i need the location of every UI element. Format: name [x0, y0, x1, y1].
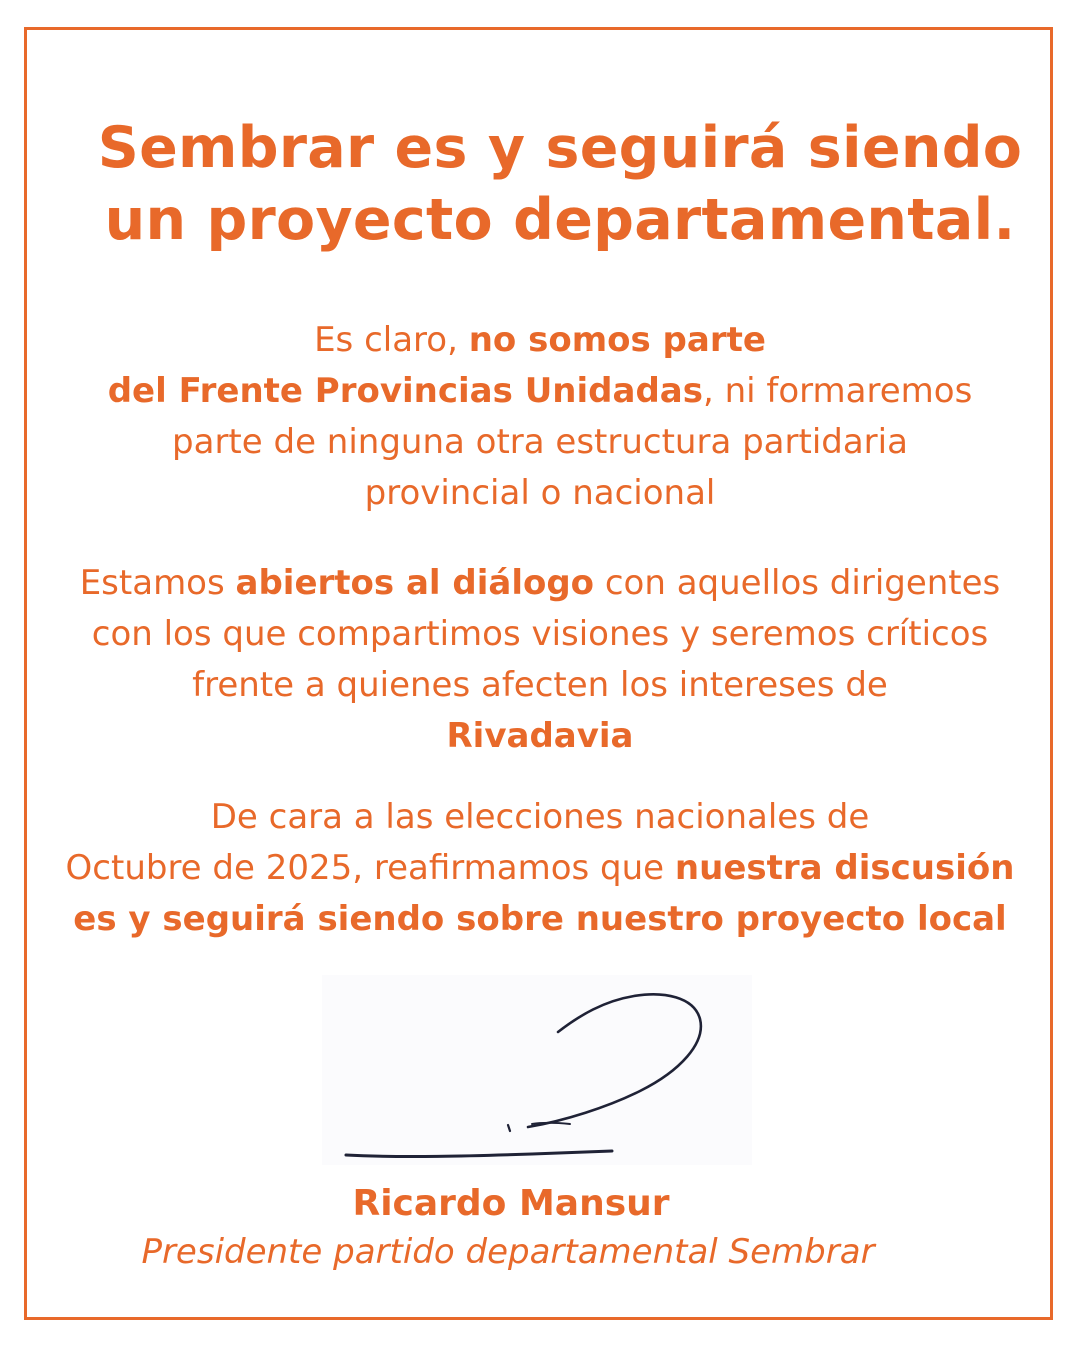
- handwritten-signature: [322, 975, 752, 1165]
- text-segment: Es claro,: [314, 320, 469, 360]
- paragraph-1-line-4: provincial o nacional: [364, 473, 716, 513]
- paragraph-not-part-of-front: [34, 315, 1046, 519]
- signature-stroke-base: [346, 1151, 612, 1157]
- paragraph-3-line-2: [34, 843, 1046, 894]
- paragraph-1-line-3: parte de ninguna otra estructura partidaria: [172, 422, 908, 462]
- paragraph-2-line-4: [34, 711, 1046, 762]
- emphasis-text: no somos parte: [468, 320, 766, 360]
- paragraph-2-line-2: con los que compartimos visiones y seremos críticos: [91, 614, 989, 654]
- signature-stroke-loop: [528, 994, 701, 1127]
- signer-role: Presidente partido departamental Sembrar: [141, 1232, 875, 1272]
- paragraph-2-line-1: [34, 558, 1046, 609]
- emphasis-text: Rivadavia: [446, 716, 634, 756]
- signature-drawing: [322, 975, 752, 1165]
- paragraph-1-line-1: [34, 315, 1046, 366]
- emphasis-text: es y seguirá siendo sobre nuestro proyecto local: [73, 899, 1007, 939]
- paragraph-1-line-2: [34, 366, 1046, 417]
- signer-name: Ricardo Mansur: [352, 1183, 670, 1224]
- title-line-1: Sembrar es y seguirá siendo: [97, 115, 1023, 181]
- signature-stroke-tick: [532, 1123, 570, 1124]
- paragraph-3-line-1: De cara a las elecciones nacionales de: [210, 797, 870, 837]
- text-segment: , ni formaremos: [702, 371, 973, 411]
- emphasis-text: del Frente Provincias Unidadas: [107, 371, 703, 411]
- paragraph-open-to-dialogue: [34, 558, 1046, 762]
- paragraph-3-line-3: [34, 894, 1046, 945]
- text-segment: Octubre de 2025, reafirmamos que: [65, 848, 675, 888]
- text-segment: con aquellos dirigentes: [594, 563, 1001, 603]
- paragraph-elections: [34, 792, 1046, 945]
- page-title: [60, 112, 1060, 256]
- emphasis-text: nuestra discusión: [674, 848, 1015, 888]
- title-line-2: un proyecto departamental.: [104, 187, 1016, 253]
- text-segment: Estamos: [79, 563, 236, 603]
- signature-stroke-dot: [508, 1125, 510, 1131]
- paragraph-2-line-3: frente a quienes afecten los intereses de: [192, 665, 888, 705]
- emphasis-text: abiertos al diálogo: [235, 563, 595, 603]
